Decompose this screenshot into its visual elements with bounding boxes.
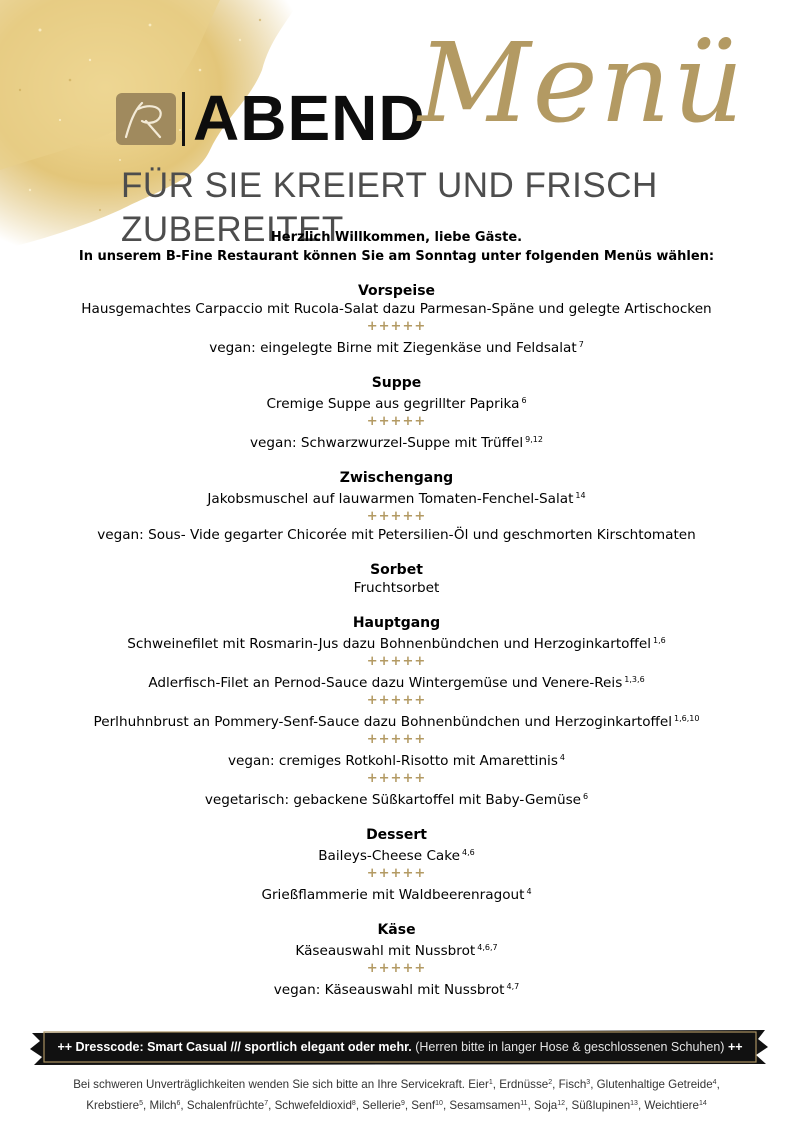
allergen-ref: 1,6 [653,636,666,645]
allergen-ref: 4,7 [506,982,520,991]
course-title: Hauptgang [352,615,441,631]
dish-text: vegan: Schwarzwurzel-Suppe mit Trüffel [250,435,524,451]
dish-item [0,336,793,357]
allergen-ref: 4 [559,753,566,762]
dish-item [0,632,793,653]
course-title: Dessert [366,827,427,843]
dish-separator: +++++ [366,654,427,669]
dish-separator: +++++ [366,732,427,747]
allergen-number: 13 [630,1100,638,1107]
dish-text: vegan: Käseauswahl mit Nussbrot [273,982,505,998]
allergen-line-1: Bei schweren Unverträglichkeiten wenden Sie sich bitte an Ihre Servicekraft. Eier$^1$, Erdnüsse$^2$, Fisch$^3$, Glutenhaltige Getreide$^4$, [73,1078,720,1091]
script-title: Menü [418,19,746,147]
dish-item [0,883,793,904]
dish-separator: +++++ [366,961,427,976]
dish-item [0,300,793,318]
dish-separator: +++++ [366,319,427,334]
allergen-ref: 7 [578,340,584,349]
course-section [0,561,793,597]
allergen-name: Soja [534,1099,558,1112]
course-title: Suppe [371,375,422,391]
header-subtitle: FÜR SIE KREIERT UND FRISCH ZUBEREITET [121,166,658,249]
allergen-number: 14 [698,1100,707,1107]
intro-text [0,228,793,266]
allergen-ref: 1,3,6 [624,675,645,684]
dresscode-suffix: ++ [727,1040,743,1054]
dish-item [0,788,793,809]
allergen-ref: 4,6,7 [477,943,498,952]
brand-word: ABEND [193,82,426,154]
allergen-legend [0,1073,793,1115]
dish-separator: +++++ [366,771,427,786]
allergen-ref: 14 [575,491,586,500]
dish-text: Adlerfisch-Filet an Pernod-Sauce dazu Wintergemüse und Venere-Reis [148,675,623,691]
dish-item [0,431,793,452]
allergen-number: 3 [586,1079,591,1086]
allergen-ref: 9,12 [525,435,543,444]
dresscode-banner [30,1027,770,1067]
dish-item [0,579,793,597]
allergen-name: Fisch [558,1078,587,1091]
rp-monogram-icon [116,93,176,145]
dish-item [0,844,793,865]
allergen-number: 5 [139,1100,143,1107]
allergen-name: Schalenfrüchte [186,1099,265,1112]
allergen-ref: 4 [526,887,532,896]
intro-line-1: Herzlich Willkommen, liebe Gäste. [270,230,523,245]
allergen-number: 10 [435,1100,443,1107]
allergen-number: 1 [488,1079,493,1086]
allergen-number: 8 [351,1100,356,1107]
allergen-number: 7 [264,1100,269,1107]
dish-text: Hausgemachtes Carpaccio mit Rucola-Salat dazu Parmesan-Späne und gelegte Artischocken [81,301,712,317]
course-section [0,282,793,357]
dish-separator: +++++ [366,693,427,708]
dish-item [0,939,793,960]
dish-text: Jakobsmuschel auf lauwarmen Tomaten-Fenchel-Salat [207,491,574,507]
allergen-line-2: Krebstiere$^5$, Milch$^6$, Schalenfrüchte$^7$, Schwefeldioxid$^8$, Sellerie$^9$, Senf$^{10}$, Sesamsamen$^{11}$, Soja$^{12}$, Süßlupinen$^{13}$, Weichtiere$^{14}$ [86,1099,707,1112]
allergen-number: 4 [712,1079,717,1086]
allergen-number: 12 [557,1100,566,1107]
allergen-ref: 6 [521,396,527,405]
course-title: Käse [377,922,416,938]
course-title: Sorbet [370,562,423,578]
allergen-name: Krebstiere [86,1099,140,1112]
allergen-ref: 4,6 [462,848,475,857]
allergen-name: Milch [149,1099,177,1112]
allergen-ref: 6 [583,792,589,801]
allergen-number: 6 [176,1100,181,1107]
dish-text: Baileys-Cheese Cake [318,848,461,864]
course-title: Vorspeise [357,283,436,299]
dish-separator: +++++ [366,414,427,429]
dish-text: Schweinefilet mit Rosmarin-Jus dazu Bohnenbündchen und Herzoginkartoffel [127,636,652,652]
logo-divider [182,92,185,146]
allergen-name: Sellerie [362,1099,401,1112]
dish-item [0,487,793,508]
allergen-number: 9 [400,1100,405,1107]
dish-item [0,749,793,770]
dish-text: Grießflammerie mit Waldbeerenragout [261,887,525,903]
allergen-name: Weichtiere [644,1099,699,1112]
allergen-name: Senf [411,1099,436,1112]
dish-item [0,392,793,413]
course-section [0,826,793,904]
course-title: Zwischengang [339,470,454,486]
dish-text: vegan: cremiges Rotkohl-Risotto mit Amarettinis [227,753,558,769]
dish-item [0,671,793,692]
allergen-name: Glutenhaltige Getreide [596,1078,713,1091]
allergen-name: Schwefeldioxid [274,1099,352,1112]
dish-separator: +++++ [366,509,427,524]
dish-text: vegan: eingelegte Birne mit Ziegenkäse und Feldsalat [209,340,577,356]
dresscode-prefix: ++ Dresscode: Smart Casual /// sportlich elegant oder mehr. [57,1040,412,1054]
allergen-name: Süßlupinen [571,1099,631,1112]
dresscode-text [30,1027,770,1067]
intro-line-2: In unserem B-Fine Restaurant können Sie am Sonntag unter folgenden Menüs wählen: [78,249,715,264]
dish-text: Käseauswahl mit Nussbrot [295,943,476,959]
dish-separator: +++++ [366,866,427,881]
dish-item [0,710,793,731]
course-section [0,614,793,809]
dresscode-note: (Herren bitte in langer Hose & geschlossenen Schuhen) [415,1040,725,1054]
allergen-number: 2 [548,1079,553,1086]
course-section [0,469,793,544]
allergen-name: Eier [468,1078,489,1091]
allergen-intro: Bei schweren Unverträglichkeiten wenden Sie sich bitte an Ihre Servicekraft. [73,1078,466,1091]
allergen-name: Erdnüsse [499,1078,549,1091]
allergen-ref: 1,6,10 [674,714,700,723]
allergen-name: Sesamsamen [449,1099,521,1112]
dish-item [0,978,793,999]
dish-text: Fruchtsorbet [353,580,440,596]
dish-text: Cremige Suppe aus gegrillter Paprika [266,396,520,412]
dish-text: vegetarisch: gebackene Süßkartoffel mit Baby-Gemüse [204,792,582,808]
course-section [0,921,793,999]
allergen-number: 11 [520,1100,528,1107]
dish-item [0,526,793,544]
dish-text: Perlhuhnbrust an Pommery-Senf-Sauce dazu Bohnenbündchen und Herzoginkartoffel [93,714,673,730]
menu-courses [0,282,793,1016]
dish-text: vegan: Sous- Vide gegarter Chicorée mit Petersilien-Öl und geschmorten Kirschtomaten [97,527,696,543]
course-section [0,374,793,452]
